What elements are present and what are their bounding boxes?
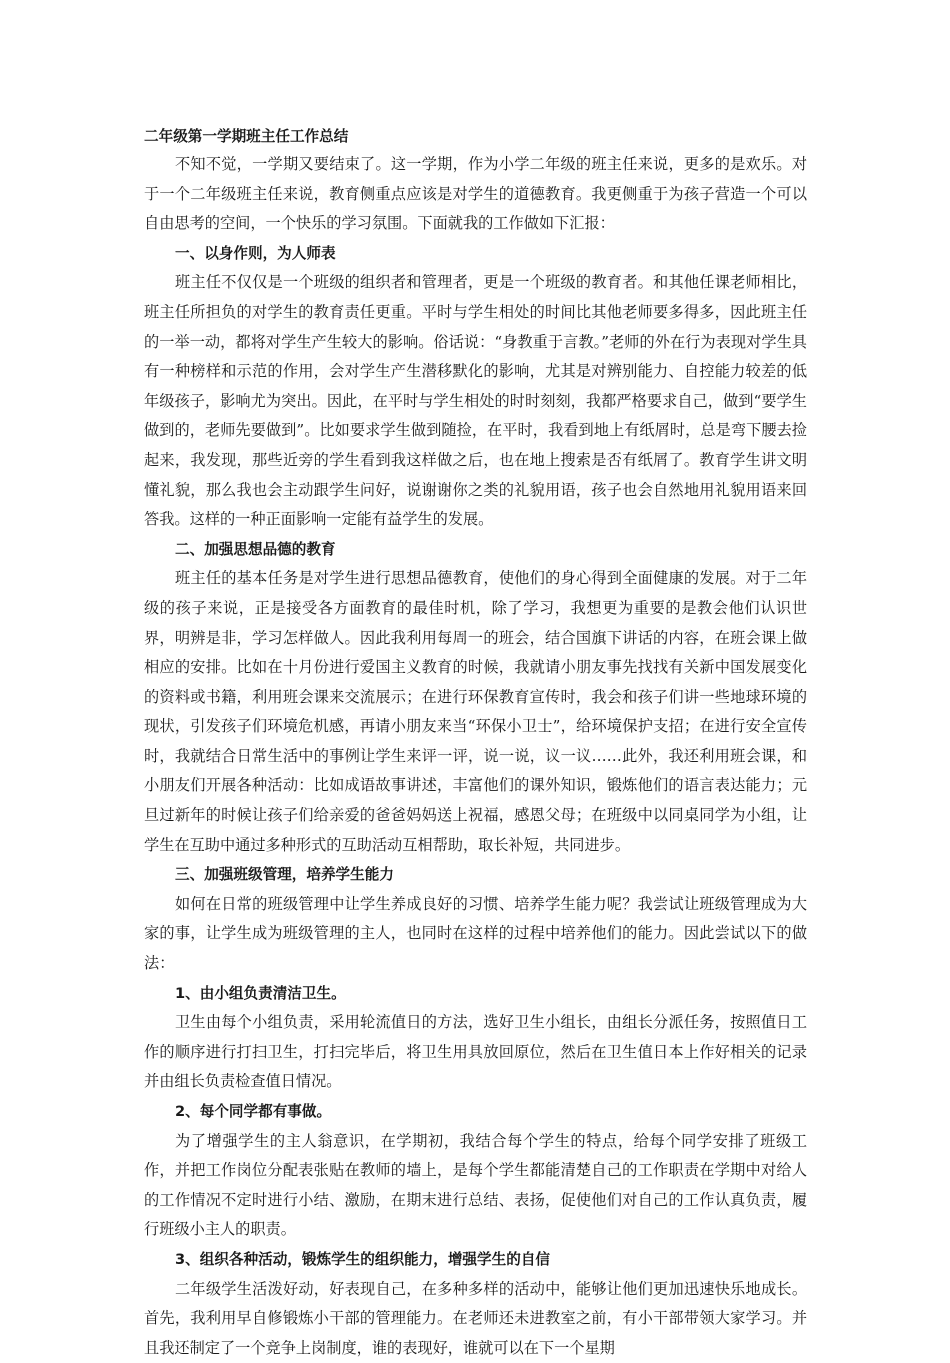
subheading-2: 2、每个同学都有事做。 (175, 1103, 332, 1120)
paragraph-intro: 不知不觉，一学期又要结束了。这一学期，作为小学二年级的班主任来说，更多的是欢乐。对于一个二年级班主任来说，教育侧重点应该是对学生的道德教育。我更侧重于为孩子营造一个可以自由思考的空间，一个快乐的学习氛围。下面就我的工作做如下汇报： (144, 155, 807, 233)
section-heading-2: 二、加强思想品德的教育 (175, 540, 336, 558)
paragraph-cleaning: 卫生由每个小组负责，采用轮流值日的方法，选好卫生小组长，由组长分派任务，按照值日工作的顺序进行打扫卫生，打扫完毕后，将卫生用具放回原位，然后在卫生值日本上作好相关的记录并由组长负责检查值日情况。 (144, 1013, 807, 1091)
subheading-3: 3、组织各种活动，锻炼学生的组织能力，增强学生的自信 (175, 1250, 551, 1268)
paragraph-class-management: 如何在日常的班级管理中让学生养成良好的习惯、培养学生能力呢？我尝试让班级管理成为大家的事，让学生成为班级管理的主人，也同时在这样的过程中培养他们的能力。因此尝试以下的做法： (144, 894, 807, 973)
document-title: 二年级第一学期班主任工作总结 (144, 128, 349, 145)
subheading-1: 1、由小组负责清洁卫生。 (175, 984, 346, 1002)
section-heading-3: 三、加强班级管理，培养学生能力 (175, 866, 394, 884)
paragraph-activities: 二年级学生活泼好动，好表现自己，在多种多样的活动中，能够让他们更加迅速快乐地成长。首先，我利用早自修锻炼小干部的管理能力。在老师还未进教室之前，有小干部带领大家学习。并且我还制定了一个竞争上岗制度，谁的表现好，谁就可以在下一个星期 (144, 1279, 807, 1357)
paragraph-role-model: 班主任不仅仅是一个班级的组织者和管理者，更是一个班级的教育者。和其他任课老师相比，班主任所担负的对学生的教育责任更重。平时与学生相处的时间比其他老师要多得多，因此班主任的一举一动，都将对学生产生较大的影响。俗话说：“身教重于言教。”老师的外在行为表现对学生具有一种榜样和示范的作用，会对学生产生潜移默化的影响，尤其是对辨别能力、自控能力较差的低年级孩子，影响尤为突出。因此，在平时与学生相处的时时刻刻，我都严格要求自己，做到“要学生做到的，老师先要做到”。比如要求学生做到随捡，在平时，我看到地上有纸屑时，总是弯下腰去捡起来，我发现，那些近旁的学生看到我这样做之后，也在地上搜索是否有纸屑了。教育学生讲文明懂礼貌，那么我也会主动跟学生问好，说谢谢你之类的礼貌用语，孩子也会自然地用礼貌用语来回答我。这样的一种正面影响一定能有益学生的发展。 (144, 273, 807, 529)
paragraph-moral-education: 班主任的基本任务是对学生进行思想品德教育，使他们的身心得到全面健康的发展。对于二年级的孩子来说，正是接受各方面教育的最佳时机，除了学习，我想更为重要的是教会他们认识世界，明辨是非，学习怎样做人。因此我利用每周一的班会，结合国旗下讲话的内容，在班会课上做相应的安排。比如在十月份进行爱国主义教育的时候，我就请小朋友事先找找有关新中国发展变化的资料或书籍，利用班会课来交流展示；在进行环保教育宣传时，我会和孩子们讲一些地球环境的现状，引发孩子们环境危机感，再请小朋友来当“环保小卫士”，给环境保护支招；在进行安全宣传时，我就结合日常生活中的事例让学生来评一评，说一说，议一议……此外，我还利用班会课，和小朋友们开展各种活动：比如成语故事讲述，丰富他们的课外知识，锻炼他们的语言表达能力；元旦过新年的时候让孩子们给亲爱的爸爸妈妈送上祝福，感恩父母；在班级中以同桌同学为小组，让学生在互助中通过多种形式的互助活动互相帮助，取长补短，共同进步。 (144, 569, 807, 854)
section-heading-1: 一、以身作则，为人师表 (175, 244, 336, 262)
paragraph-duties: 为了增强学生的主人翁意识，在学期初，我结合每个学生的特点，给每个同学安排了班级工作，并把工作岗位分配表张贴在教师的墙上，是每个学生都能清楚自己的工作职责在学期中对给人的工作情况不定时进行小结、激励，在期末进行总结、表扬，促使他们对自己的工作认真负责，履行班级小主人的职责。 (144, 1131, 807, 1239)
document-body (144, 124, 807, 1363)
